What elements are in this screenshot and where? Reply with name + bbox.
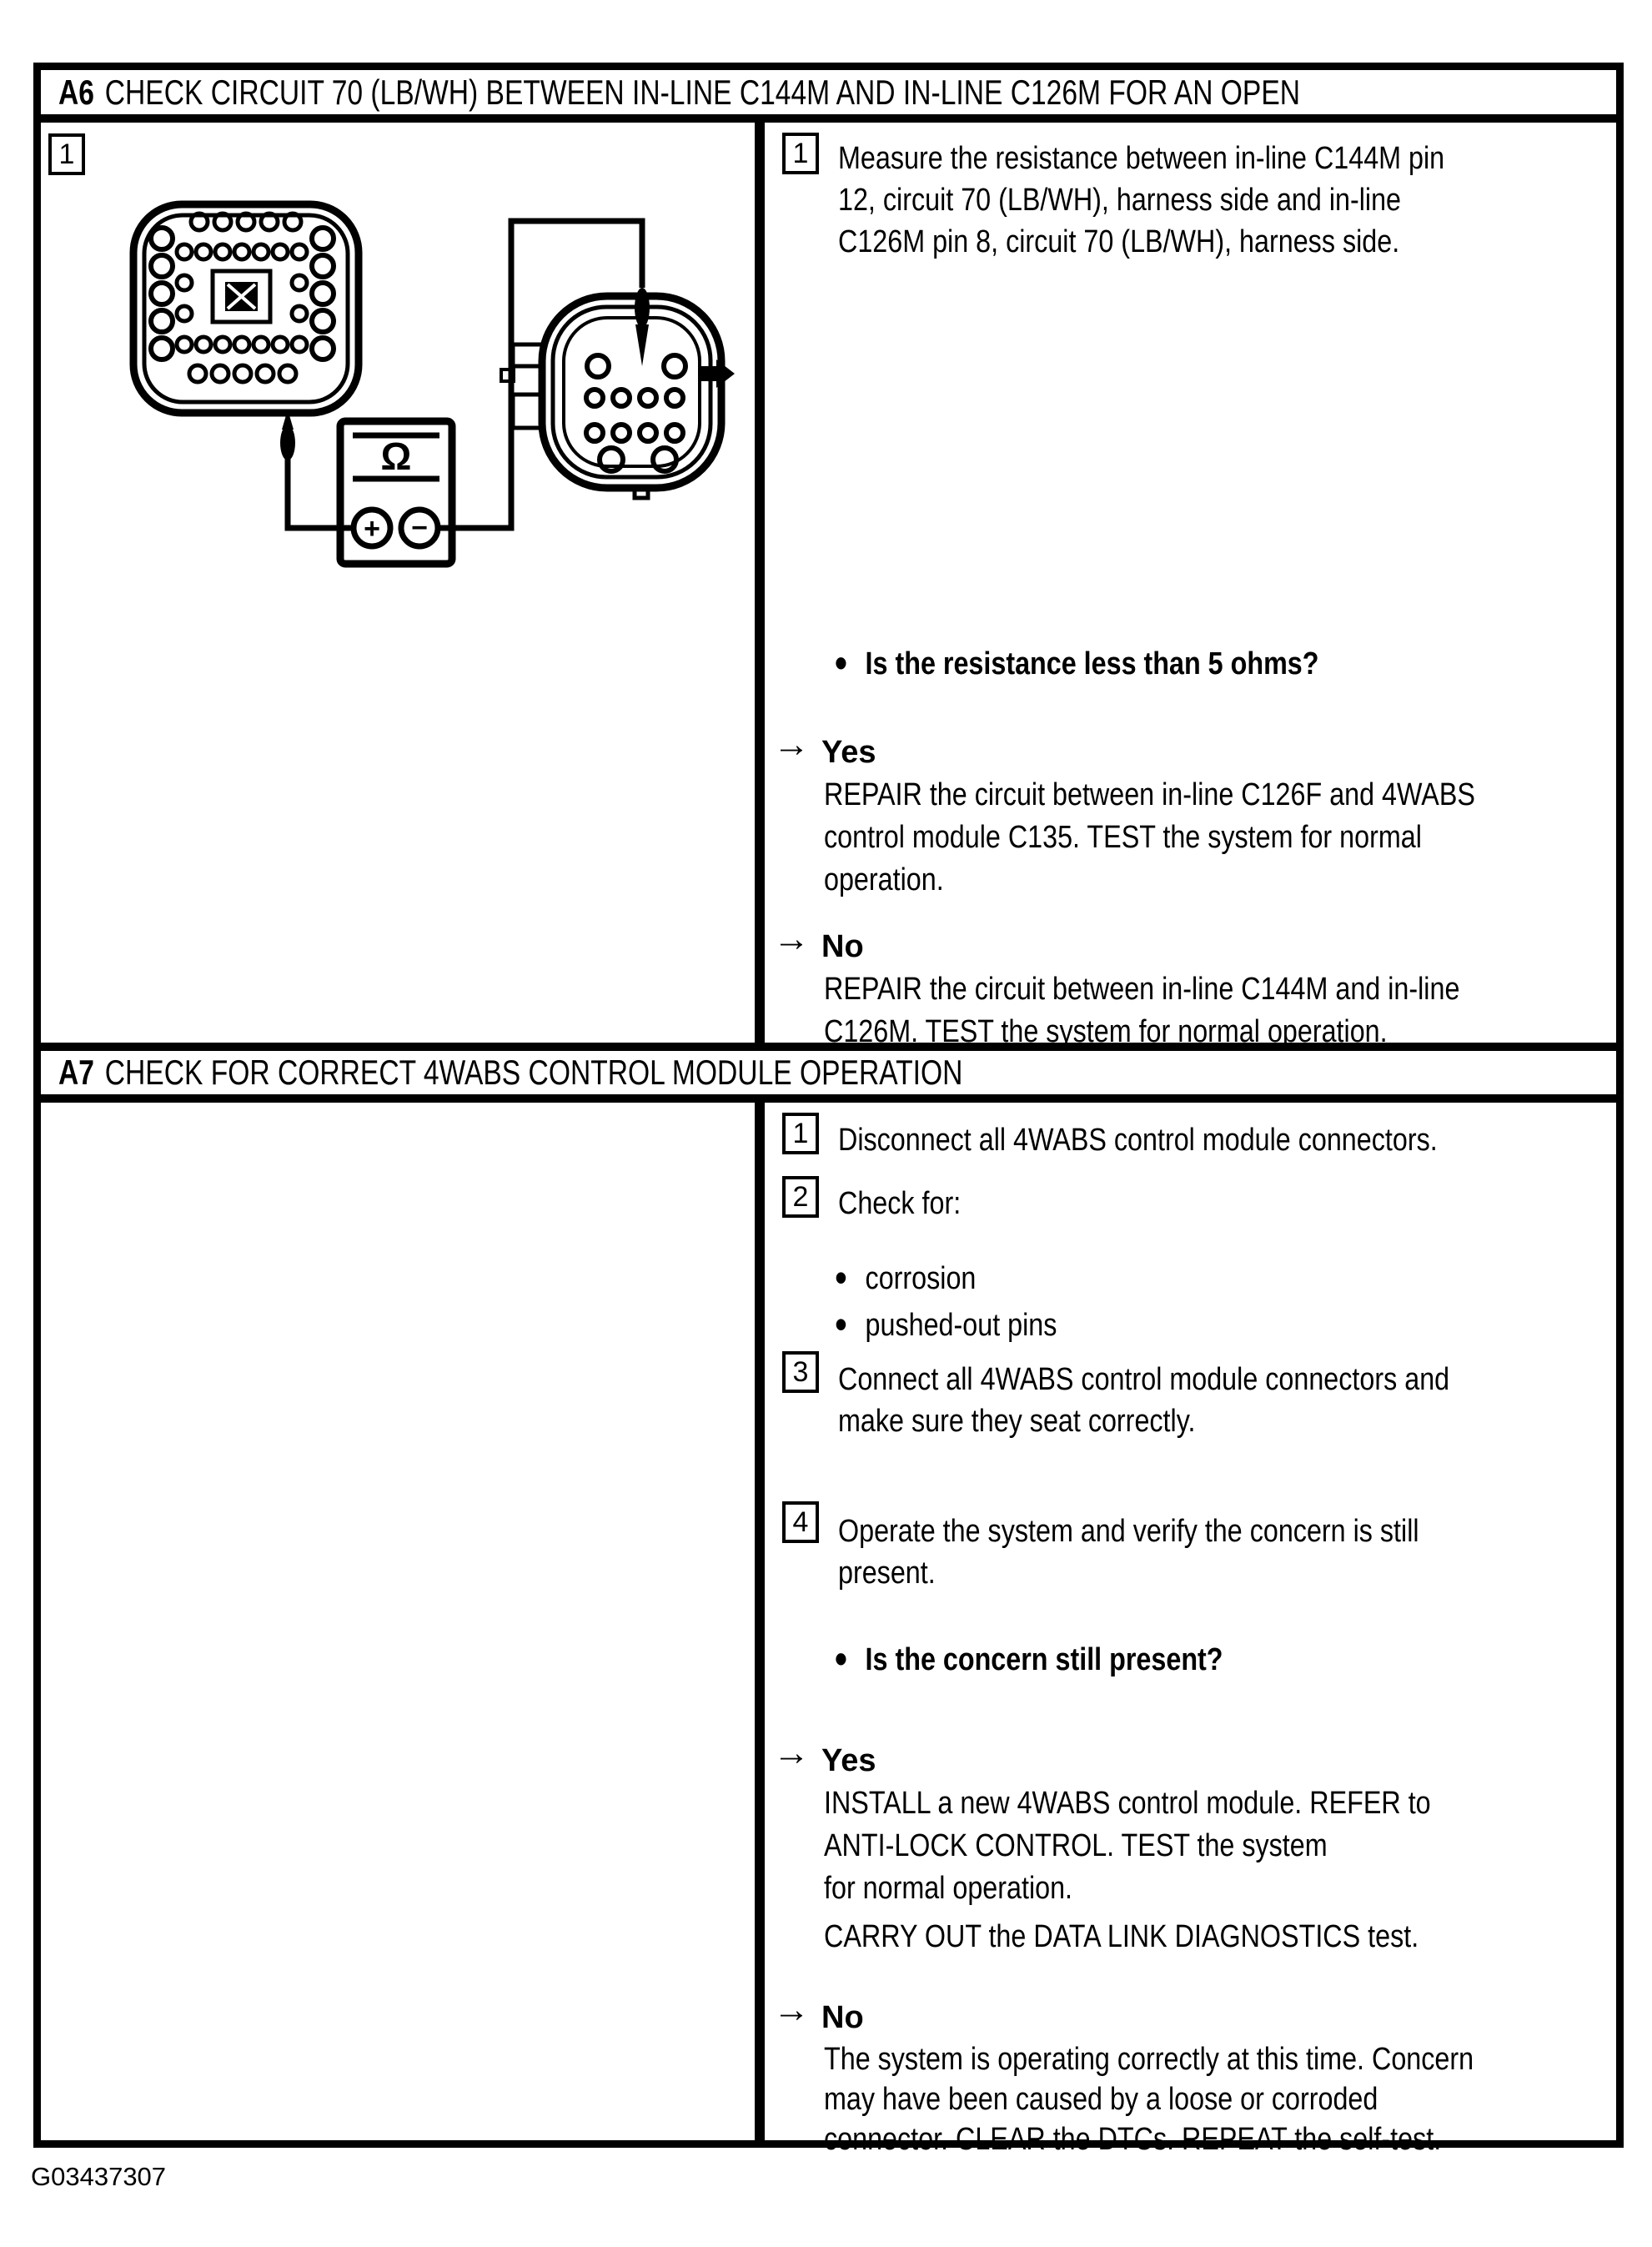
answer-label-yes: Yes [821,1743,876,1778]
a7-content-row [41,1103,1616,2157]
text-line: C126M pin 8, circuit 70 (LB/WH), harness side. [838,224,1400,259]
step-number-box [782,1501,819,1543]
plus-terminal-label: + [364,513,380,545]
bullet-text: corrosion [865,1261,977,1296]
step-number: 1 [792,1117,809,1149]
text-line: Measure the resistance between in-line C144M pin [838,141,1445,176]
a6-header-text [58,73,1300,113]
ohm-symbol: Ω [380,435,412,478]
a7-step2-text [838,1183,982,1224]
step-number: 3 [792,1355,809,1388]
a7-instructions-cell [765,1103,1616,2157]
a7-test-title: CHECK FOR CORRECT 4WABS CONTROL MODULE OPERATION [104,1053,963,1092]
step-number: 1 [792,137,809,169]
text-line: 12, circuit 70 (LB/WH), harness side and in-line [838,183,1402,218]
a7-step2-bullet-2 [835,1301,1057,1348]
minus-terminal-label: − [411,512,428,544]
arrow-icon: → [773,1732,810,1773]
figure-step-number: 1 [58,138,75,170]
a7-step3-text [838,1359,1558,1442]
answer-label-yes: Yes [821,735,876,770]
arrow-icon: → [773,1989,810,2030]
text-line: Operate the system and verify the concern is still [838,1514,1419,1549]
text-line: Check for: [838,1186,962,1221]
a6-test-title: CHECK CIRCUIT 70 (LB/WH) BETWEEN IN-LINE C144M AND IN-LINE C126M FOR AN OPEN [104,72,1301,112]
text-line: control module C135. TEST the system for normal [824,820,1422,855]
a6-yes-answer [773,724,1590,902]
answer-label-no: No [821,929,864,964]
a7-question [835,1636,1223,1682]
bullet-icon: • [835,1254,847,1301]
answer-label-no: No [821,2000,864,2035]
bullet-icon: • [835,640,847,686]
a6-figure-cell [41,123,765,1043]
text-line: Connect all 4WABS control module connectors and [838,1362,1450,1397]
a7-step2-bullet-1 [835,1254,977,1301]
a6-test-id: A6 [58,72,94,112]
text-line: connector. CLEAR the DTCs. REPEAT the self-test. [824,2122,1442,2157]
text-line: The system is operating correctly at this time. Concern [824,2042,1474,2077]
step-number-box [782,1113,819,1154]
a6-question [835,640,1319,686]
resistance-test-diagram [41,123,755,1043]
a6-step1-text [838,138,1551,263]
text-line: operation. [824,862,944,897]
test-probe-left [280,410,295,460]
text-line: for normal operation. [824,1871,1073,1906]
arrow-icon: → [773,918,810,959]
figure-code: G03437307 [31,2162,167,2191]
a7-yes-extra-text [824,1916,1524,1958]
a6-no-answer [773,918,1572,1053]
text-line: CARRY OUT the DATA LINK DIAGNOSTICS test. [824,1919,1419,1954]
text-line: REPAIR the circuit between in-line C126F and 4WABS [824,777,1475,812]
connector-c144m-graphic [133,204,359,413]
connector-c126m-graphic [501,296,735,498]
a7-test-id: A7 [58,1053,94,1092]
text-line: make sure they seat correctly. [838,1404,1196,1439]
a6-instructions-cell [765,123,1616,1049]
direction-arrow-icon [699,359,735,388]
arrow-icon: → [773,724,810,765]
text-line: Disconnect all 4WABS control module connectors. [838,1123,1438,1158]
bullet-icon: • [835,1636,847,1682]
step-number-box [782,133,819,174]
a7-header-text [58,1053,962,1093]
bullet-icon: • [835,1301,847,1348]
a7-yes-answer [773,1732,1538,1910]
a6-content-row [41,123,1616,1051]
a7-figure-cell [41,1103,765,2140]
question-text: Is the resistance less than 5 ohms? [865,646,1319,681]
text-line: REPAIR the circuit between in-line C144M and in-line [824,972,1460,1007]
ohmmeter-graphic [340,421,452,564]
text-line: INSTALL a new 4WABS control module. REFER to [824,1786,1431,1821]
bullet-text: pushed-out pins [865,1308,1057,1343]
text-line: C126M. TEST the system for normal operation. [824,1014,1388,1049]
figure-step-number-box [48,133,85,175]
text-line: may have been caused by a loose or corroded [824,2082,1378,2117]
a7-no-answer [773,1989,1589,2159]
a7-step1-text [838,1119,1544,1161]
a6-header-row [41,70,1616,123]
pinpoint-test-table [33,63,1624,2157]
text-line: ANTI-LOCK CONTROL. TEST the system [824,1828,1328,1863]
step-number: 4 [792,1506,809,1538]
step-number-box [782,1176,819,1218]
step-number-box [782,1351,819,1393]
question-text: Is the concern still present? [865,1642,1223,1677]
step-number: 2 [792,1180,809,1213]
a7-step4-text [838,1511,1521,1594]
a7-header-row [41,1051,1616,1103]
text-line: present. [838,1556,936,1591]
